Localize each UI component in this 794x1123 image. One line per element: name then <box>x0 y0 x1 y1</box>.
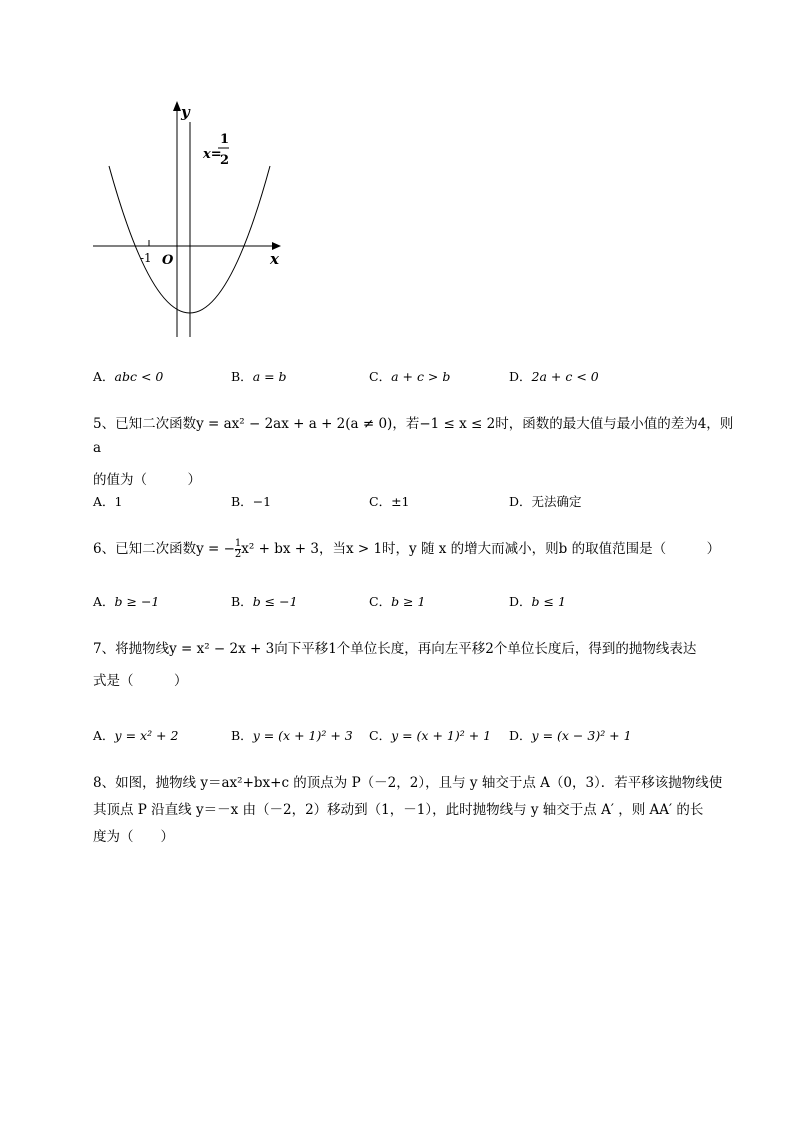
q5-line1: 5、已知二次函数y = ax² − 2ax + a + 2(a ≠ 0)，若−1 ≤ x ≤ 2时，函数的最大值与最小值的差为4，则 a <box>93 416 734 456</box>
symmetry-axis-eq: x= <box>203 147 222 162</box>
q5-option-a-text: 1 <box>114 494 123 509</box>
q6-option-c-text: b ≥ 1 <box>391 594 426 609</box>
q4-option-a-letter: A． <box>93 369 115 384</box>
q8-stem <box>93 771 743 849</box>
q5-option-d-text: 无法确定 <box>531 494 582 509</box>
q4-option-d-letter: D． <box>509 369 532 384</box>
q7-option-b-letter: B． <box>231 728 253 743</box>
q6-option-c-letter: C． <box>369 594 392 609</box>
q7-option-a-letter: A． <box>93 728 115 743</box>
q6-option-d-letter: D． <box>509 594 532 609</box>
q6-option-d <box>509 592 566 610</box>
q8-line1: 8、如图，抛物线 y＝ax²+bx+c 的顶点为 P（－2，2），且与 y 轴交于点 A（0，3）．若平移该抛物线使 <box>93 775 723 791</box>
q6-stem <box>93 537 743 561</box>
q6-option-b-letter: B． <box>231 594 253 609</box>
q4-option-c <box>369 367 450 385</box>
q5-option-a <box>93 492 122 510</box>
q4-option-b <box>231 367 287 385</box>
q5-option-c-letter: C． <box>369 494 392 509</box>
q7-option-a <box>93 726 178 744</box>
q5-option-b-text: −1 <box>252 494 272 509</box>
q4-option-a-text: abc < 0 <box>114 369 164 384</box>
q5-option-b-letter: B． <box>231 494 253 509</box>
tick-label-minus-one: -1 <box>140 251 152 265</box>
q7-stem <box>93 637 743 693</box>
q7-option-b <box>231 726 353 744</box>
q7-option-a-text: y = x² + 2 <box>114 728 179 743</box>
q7-line2: 式是（ ） <box>93 673 188 689</box>
origin-label: O <box>162 253 174 268</box>
q4-option-a <box>93 367 163 385</box>
q4-option-b-letter: B． <box>231 369 253 384</box>
q4-option-c-text: a + c > b <box>391 369 451 384</box>
q7-option-c <box>369 726 491 744</box>
q5-option-a-letter: A． <box>93 494 115 509</box>
q5-option-b <box>231 492 271 510</box>
q6-frac-num: 1 <box>234 538 242 549</box>
q5-option-d-letter: D． <box>509 494 532 509</box>
q7-option-b-text: y = (x + 1)² + 3 <box>252 728 353 743</box>
q7-option-d-text: y = (x − 3)² + 1 <box>531 728 632 743</box>
q5-stem <box>93 412 743 492</box>
x-axis-label: x <box>270 250 279 268</box>
symmetry-axis-num: 1 <box>220 132 230 147</box>
q7-option-d <box>509 726 632 744</box>
q4-option-c-letter: C． <box>369 369 392 384</box>
q5-option-c <box>369 492 410 510</box>
q8-line3: 度为（ ） <box>93 829 174 845</box>
q5-option-c-text: ±1 <box>391 494 410 509</box>
q4-option-b-text: a = b <box>252 369 287 384</box>
q7-option-c-letter: C． <box>369 728 392 743</box>
y-axis-arrow <box>173 101 181 111</box>
q5-line2: 的值为（ ） <box>93 472 201 488</box>
q6-option-a-letter: A． <box>93 594 115 609</box>
parabola-figure <box>88 96 288 346</box>
q6-frac-den: 2 <box>234 549 242 560</box>
y-axis-label: y <box>181 103 190 121</box>
symmetry-axis-den: 2 <box>220 153 230 168</box>
q6-option-b-text: b ≤ −1 <box>252 594 298 609</box>
q4-option-d <box>509 367 599 385</box>
q6-option-d-text: b ≤ 1 <box>531 594 566 609</box>
x-axis-arrow <box>272 242 281 250</box>
q6-option-c <box>369 592 425 610</box>
q7-option-d-letter: D． <box>509 728 532 743</box>
q6-option-a-text: b ≥ −1 <box>114 594 160 609</box>
q5-option-d <box>509 492 582 510</box>
q7-option-c-text: y = (x + 1)² + 1 <box>391 728 492 743</box>
q7-line1: 7、将抛物线y = x² − 2x + 3向下平移1个单位长度，再向左平移2个单位长度后，得到的抛物线表达 <box>93 641 697 657</box>
q6-suffix: x² + bx + 3，当x > 1时，y 随 x 的增大而减小，则b 的取值范围是（ ） <box>241 541 721 557</box>
q8-line2: 其顶点 P 沿直线 y＝－x 由（－2，2）移动到（1，－1），此时抛物线与 y 轴交于点 A′ ，则 AA′ 的长 <box>93 802 704 818</box>
q4-option-d-text: 2a + c < 0 <box>531 369 599 384</box>
q6-prefix: 6、已知二次函数y = − <box>93 541 235 557</box>
q6-option-a <box>93 592 159 610</box>
q6-option-b <box>231 592 298 610</box>
